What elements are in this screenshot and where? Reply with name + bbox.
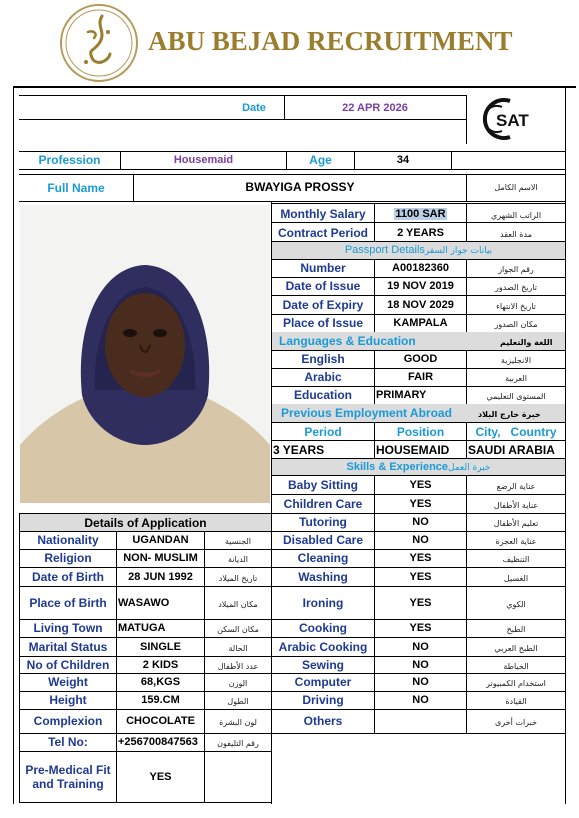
passport-row-ar: تاريخ الانتهاء: [496, 302, 536, 311]
languages-title: Languages & Education: [279, 334, 416, 348]
skill-row-value: YES: [409, 622, 432, 634]
details-row-label: Religion: [44, 551, 92, 565]
passport-row-ar: رقم الجواز: [498, 265, 534, 274]
salary-value-text: 1100 SAR: [395, 208, 446, 220]
contract-period-value: 2 YEARS: [397, 227, 444, 239]
skill-row-label: Tutoring: [299, 515, 347, 529]
salary-ar: الراتب الشهري: [490, 211, 542, 220]
details-row-label: Date of Birth: [32, 570, 104, 584]
employment-period: 3 YEARS: [273, 443, 325, 457]
applicant-photo: [20, 205, 270, 503]
passport-title-ar: بيانات جواز السفر: [424, 246, 493, 256]
details-row-label: Complexion: [33, 714, 103, 728]
language-row-ar: العربية: [505, 374, 527, 383]
language-row-value: PRIMARY: [376, 389, 427, 401]
passport-row-label: Date of Expiry: [282, 298, 364, 312]
passport-row-label: Place of Issue: [282, 316, 364, 330]
salary-value: [375, 207, 466, 221]
details-row-ar: الوزن: [228, 679, 248, 688]
language-row-ar: الانجليزية: [500, 356, 532, 365]
details-row-value: MATUGA: [118, 622, 166, 634]
fullname-label: Full Name: [47, 181, 105, 195]
date-value: 22 APR 2026: [342, 102, 408, 114]
skill-row-label: Disabled Care: [282, 533, 364, 547]
languages-title-ar: اللغة والتعليم: [500, 338, 553, 347]
language-row-label: Education: [293, 388, 352, 402]
age-value: 34: [396, 154, 410, 166]
skill-row-ar: الطبخ: [506, 625, 526, 634]
details-row-value: CHOCOLATE: [126, 715, 195, 727]
skill-row-value: NO: [412, 676, 429, 688]
details-row-ar: تاريخ الميلاد: [218, 574, 258, 583]
skills-title-ar: خبرة العمل: [448, 463, 491, 473]
details-row-ar: عدد الأطفال: [217, 662, 259, 671]
language-row-ar: المستوى التعليمي: [486, 392, 546, 401]
details-row-label: Living Town: [33, 621, 103, 635]
details-row-ar: رقم التليفون: [217, 739, 259, 748]
details-row-label: Pre-Medical Fit and Training: [25, 763, 111, 791]
details-row-value: YES: [149, 771, 172, 783]
skill-row-value: YES: [409, 597, 432, 609]
details-row-value: NON- MUSLIM: [123, 552, 198, 564]
date-label: Date: [242, 102, 266, 114]
skill-row-value: YES: [409, 498, 432, 510]
passport-row-label: Number: [300, 261, 346, 275]
passport-row-value: KAMPALA: [393, 317, 448, 329]
details-row-ar: لون البشرة: [219, 718, 257, 727]
details-row-label: Tel No:: [48, 735, 88, 749]
skill-row-value: YES: [409, 479, 432, 491]
language-row-value: GOOD: [403, 353, 438, 365]
passport-title-en: Passport Details: [344, 244, 425, 256]
skills-title-en: Skills & Experience: [346, 461, 449, 473]
company-logo: [58, 2, 140, 84]
details-row-ar: الحالة: [228, 644, 248, 653]
details-row-value: 28 JUN 1992: [128, 571, 193, 583]
details-title: Details of Application: [84, 516, 207, 530]
details-row-label: Nationality: [37, 533, 99, 547]
skill-row-ar: استخدام الكمبيوتر: [486, 679, 546, 688]
employment-title-ar: خبرة خارج البلاد: [478, 410, 541, 419]
details-row-value: 68,KGS: [140, 676, 181, 688]
skill-row-ar: التنظيف: [502, 555, 530, 564]
details-row-label: Weight: [48, 675, 88, 689]
passport-row-value: 19 NOV 2019: [387, 280, 454, 292]
skill-row-ar: عناية الرضع: [496, 482, 536, 491]
details-row-label: No of Children: [26, 658, 110, 672]
language-row-value: FAIR: [407, 371, 434, 383]
employment-title: Previous Employment Abroad: [281, 406, 452, 420]
profession-label: Profession: [38, 153, 101, 167]
skill-row-ar: عناية الأطفال: [493, 501, 539, 510]
contract-period-label: Contract Period: [277, 226, 368, 240]
employment-col-country: City, Country: [475, 425, 557, 439]
details-row-value: UGANDAN: [132, 534, 189, 546]
skill-row-ar: عناية العجزة: [495, 537, 537, 546]
details-row-label: Marital Status: [28, 640, 108, 654]
passport-row-label: Date of Issue: [285, 279, 361, 293]
skill-row-ar: الكوي: [506, 600, 526, 609]
skill-row-ar: الخياطة: [503, 662, 529, 671]
employment-col-period: Period: [304, 425, 342, 439]
details-row-ar: الطول: [227, 697, 249, 706]
skill-row-label: Washing: [298, 570, 348, 584]
skill-row-label: Driving: [302, 693, 344, 707]
skill-row-value: NO: [412, 659, 429, 671]
language-row-label: Arabic: [304, 370, 342, 384]
fullname-ar: الاسم الكامل: [494, 183, 538, 192]
skill-row-ar: القيادة: [505, 697, 527, 706]
skill-row-label: Arabic Cooking: [278, 640, 368, 654]
company-name: ABU BEJAD RECRUITMENT: [148, 26, 513, 56]
skill-row-value: NO: [412, 641, 429, 653]
skill-row-value: NO: [412, 534, 429, 546]
details-row-value: SINGLE: [140, 641, 181, 653]
age-label: Age: [309, 153, 332, 167]
details-row-value: 2 KIDS: [142, 659, 179, 671]
details-row-ar: مكان الميلاد: [218, 600, 258, 609]
skill-row-value: YES: [409, 552, 432, 564]
passport-row-ar: مكان الصدور: [494, 320, 538, 329]
skill-row-label: Children Care: [283, 497, 363, 511]
details-row-value: WASAWO: [118, 597, 170, 609]
details-row-value: +256700847563: [118, 736, 198, 748]
fullname-value: BWAYIGA PROSSY: [245, 180, 355, 194]
skill-row-label: Others: [303, 714, 343, 728]
skill-row-value: YES: [409, 571, 432, 583]
profession-value: Housemaid: [173, 154, 234, 166]
sat-logo-text: SAT: [496, 111, 529, 130]
passport-row-ar: تاريخ الصدور: [495, 283, 537, 292]
skill-row-ar: تعليم الأطفال: [493, 519, 539, 528]
passport-title: [272, 243, 565, 258]
passport-row-value: 18 NOV 2029: [387, 299, 454, 311]
employment-position: HOUSEMAID: [376, 443, 450, 457]
skill-row-ar: الطبخ العربي: [494, 644, 538, 653]
skill-row-label: Ironing: [302, 596, 344, 610]
skills-title: [272, 460, 565, 475]
details-row-ar: الديانة: [227, 555, 249, 564]
salary-label: Monthly Salary: [280, 207, 366, 221]
details-row-label: Height: [49, 693, 87, 707]
skill-row-ar: خبرات أخرى: [495, 718, 537, 727]
skill-row-label: Cleaning: [297, 551, 349, 565]
skill-row-label: Cooking: [299, 621, 347, 635]
employment-col-position: Position: [396, 425, 445, 439]
details-row-ar: الجنسية: [224, 537, 252, 546]
skill-row-ar: الغسيل: [503, 574, 529, 583]
skill-row-value: NO: [412, 694, 429, 706]
language-row-label: English: [301, 352, 345, 366]
details-row-value: 159.CM: [141, 694, 180, 706]
contract-period-ar: مدة العقد: [500, 230, 532, 239]
sat-logo: [480, 97, 546, 141]
skill-row-label: Sewing: [301, 658, 344, 672]
skill-row-label: Computer: [294, 675, 352, 689]
employment-country: SAUDI ARABIA: [468, 443, 555, 457]
details-row-label: Place of Birth: [29, 596, 107, 610]
skill-row-label: Baby Sitting: [287, 478, 358, 492]
passport-row-value: A00182360: [392, 262, 449, 274]
details-row-ar: مكان السكن: [217, 625, 259, 634]
skill-row-value: NO: [412, 516, 429, 528]
